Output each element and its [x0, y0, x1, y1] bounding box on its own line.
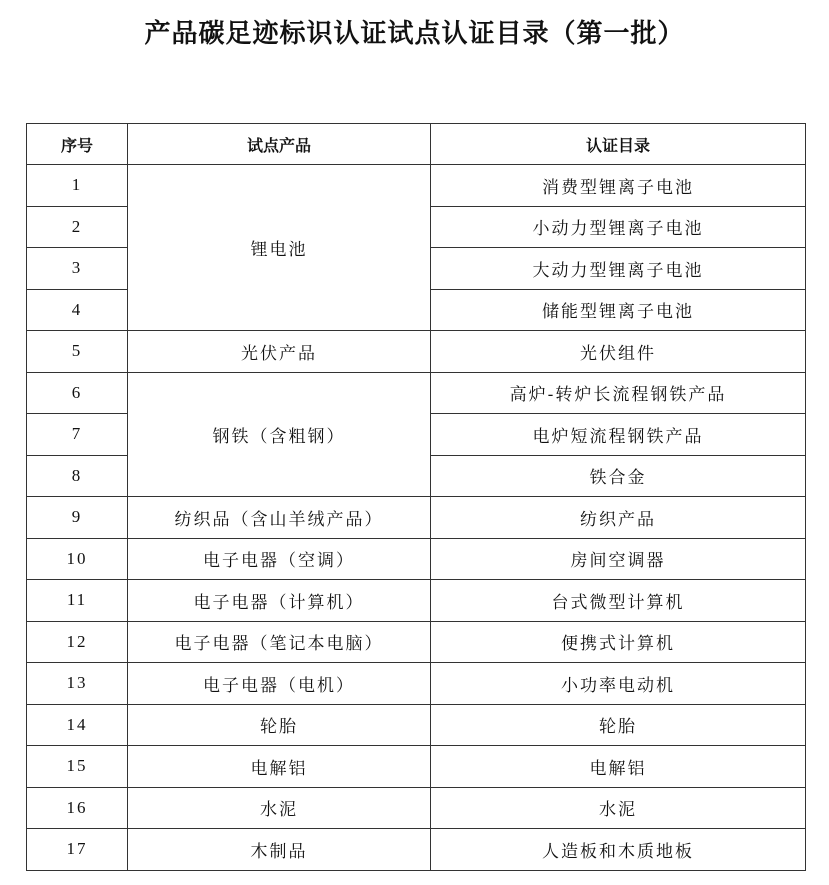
row-certification-catalog: 小动力型锂离子电池 [431, 206, 806, 248]
row-certification-catalog: 高炉-转炉长流程钢铁产品 [431, 372, 806, 414]
row-certification-catalog: 铁合金 [431, 455, 806, 497]
row-serial-number: 5 [27, 331, 128, 373]
row-serial-number: 14 [27, 704, 128, 746]
page-title: 产品碳足迹标识认证试点认证目录（第一批） [144, 19, 685, 49]
row-pilot-product: 电解铝 [128, 746, 431, 788]
row-certification-catalog: 电解铝 [431, 746, 806, 788]
header-certification-catalog: 认证目录 [431, 124, 806, 165]
row-serial-number: 7 [27, 414, 128, 456]
row-certification-catalog: 小功率电动机 [431, 663, 806, 705]
row-certification-catalog: 台式微型计算机 [431, 580, 806, 622]
row-serial-number: 10 [27, 538, 128, 580]
row-serial-number: 1 [27, 165, 128, 207]
table-row [27, 746, 806, 788]
row-certification-catalog: 便携式计算机 [431, 621, 806, 663]
table-row [27, 829, 806, 871]
row-serial-number: 6 [27, 372, 128, 414]
table-body [27, 165, 806, 871]
row-certification-catalog: 消费型锂离子电池 [431, 165, 806, 207]
row-certification-catalog: 纺织产品 [431, 497, 806, 539]
row-serial-number: 3 [27, 248, 128, 290]
row-serial-number: 17 [27, 829, 128, 871]
row-pilot-product: 电子电器（笔记本电脑） [128, 621, 431, 663]
row-certification-catalog: 水泥 [431, 787, 806, 829]
table-row [27, 787, 806, 829]
header-serial-number: 序号 [27, 124, 128, 165]
row-serial-number: 12 [27, 621, 128, 663]
row-certification-catalog: 电炉短流程钢铁产品 [431, 414, 806, 456]
row-pilot-product: 锂电池 [128, 165, 431, 331]
row-pilot-product: 光伏产品 [128, 331, 431, 373]
table-row [27, 165, 806, 207]
row-serial-number: 13 [27, 663, 128, 705]
row-serial-number: 9 [27, 497, 128, 539]
row-serial-number: 8 [27, 455, 128, 497]
row-certification-catalog: 光伏组件 [431, 331, 806, 373]
row-pilot-product: 电子电器（空调） [128, 538, 431, 580]
row-pilot-product: 钢铁（含粗钢） [128, 372, 431, 497]
row-certification-catalog: 房间空调器 [431, 538, 806, 580]
table-row [27, 372, 806, 414]
row-pilot-product: 水泥 [128, 787, 431, 829]
row-pilot-product: 纺织品（含山羊绒产品） [128, 497, 431, 539]
catalog-table [26, 123, 806, 871]
row-serial-number: 4 [27, 289, 128, 331]
row-certification-catalog: 轮胎 [431, 704, 806, 746]
row-pilot-product: 电子电器（电机） [128, 663, 431, 705]
table-row [27, 331, 806, 373]
row-certification-catalog: 人造板和木质地板 [431, 829, 806, 871]
table-header-row [27, 124, 806, 165]
row-pilot-product: 电子电器（计算机） [128, 580, 431, 622]
table-row [27, 538, 806, 580]
table-row [27, 663, 806, 705]
table-row [27, 497, 806, 539]
row-pilot-product: 轮胎 [128, 704, 431, 746]
table-row [27, 704, 806, 746]
table-row [27, 580, 806, 622]
header-pilot-product: 试点产品 [128, 124, 431, 165]
row-certification-catalog: 大动力型锂离子电池 [431, 248, 806, 290]
row-serial-number: 16 [27, 787, 128, 829]
row-serial-number: 11 [27, 580, 128, 622]
row-serial-number: 15 [27, 746, 128, 788]
row-pilot-product: 木制品 [128, 829, 431, 871]
row-serial-number: 2 [27, 206, 128, 248]
table-row [27, 621, 806, 663]
row-certification-catalog: 储能型锂离子电池 [431, 289, 806, 331]
